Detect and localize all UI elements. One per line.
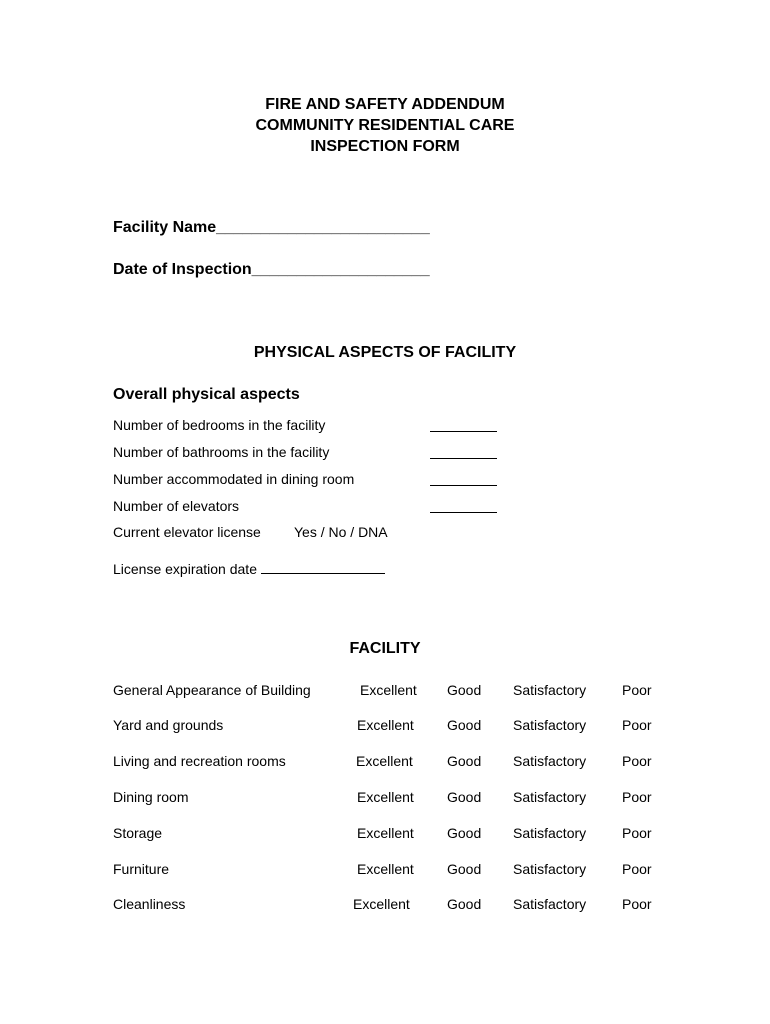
rating-option-good: Good	[447, 717, 482, 733]
title-line-3: INSPECTION FORM	[310, 138, 460, 155]
answer-blank	[430, 458, 497, 459]
rating-option-good: Good	[447, 825, 482, 841]
rating-option-good: Good	[447, 861, 482, 877]
rating-option-poor: Poor	[622, 753, 652, 769]
rating-option-good: Good	[447, 682, 482, 698]
rating-option-satisfactory: Satisfactory	[513, 682, 587, 698]
rating-item-label: Furniture	[113, 861, 170, 877]
rating-row-yard	[113, 716, 673, 734]
question-label: Number accommodated in dining room	[113, 471, 355, 487]
rating-row-dining-room	[113, 788, 673, 806]
physical-aspects-heading: PHYSICAL ASPECTS OF FACILITY	[253, 344, 517, 361]
rating-option-satisfactory: Satisfactory	[513, 717, 587, 733]
rating-item-label: Yard and grounds	[113, 717, 224, 733]
form-title	[0, 94, 770, 157]
license-expiration-row	[113, 559, 385, 577]
question-label: Number of bathrooms in the facility	[113, 444, 330, 460]
rating-option-satisfactory: Satisfactory	[513, 789, 587, 805]
rating-option-excellent: Excellent	[357, 789, 414, 805]
rating-option-poor: Poor	[622, 789, 652, 805]
date-of-inspection-field: Date of Inspection____________________	[113, 261, 430, 278]
question-row-dining-capacity	[113, 470, 613, 488]
facility-name-field: Facility Name________________________	[113, 219, 430, 236]
rating-option-satisfactory: Satisfactory	[513, 861, 587, 877]
answer-blank	[430, 512, 497, 513]
rating-option-excellent: Excellent	[357, 861, 414, 877]
rating-option-good: Good	[447, 753, 482, 769]
rating-item-label: Living and recreation rooms	[113, 753, 286, 769]
rating-option-poor: Poor	[622, 717, 652, 733]
rating-option-poor: Poor	[622, 861, 652, 877]
rating-option-excellent: Excellent	[357, 717, 414, 733]
question-label: Number of elevators	[113, 498, 240, 514]
license-options: Yes / No / DNA	[294, 524, 388, 540]
rating-option-poor: Poor	[622, 896, 652, 912]
rating-option-excellent: Excellent	[353, 896, 410, 912]
rating-option-poor: Poor	[622, 682, 652, 698]
rating-row-cleanliness	[113, 895, 673, 913]
title-line-1: FIRE AND SAFETY ADDENDUM	[265, 96, 505, 113]
rating-option-satisfactory: Satisfactory	[513, 825, 587, 841]
rating-option-good: Good	[447, 896, 482, 912]
rating-row-storage	[113, 824, 673, 842]
answer-blank	[430, 485, 497, 486]
rating-option-excellent: Excellent	[356, 753, 413, 769]
question-row-elevator-license	[113, 523, 613, 541]
question-label: Current elevator license	[113, 524, 261, 540]
rating-option-excellent: Excellent	[360, 682, 417, 698]
rating-item-label: General Appearance of Building	[113, 682, 311, 698]
rating-option-good: Good	[447, 789, 482, 805]
facility-heading: FACILITY	[349, 640, 421, 657]
rating-item-label: Dining room	[113, 789, 189, 805]
rating-item-label: Cleanliness	[113, 896, 186, 912]
rating-row-living-rooms	[113, 752, 673, 770]
rating-row-general-appearance	[113, 681, 673, 699]
rating-option-satisfactory: Satisfactory	[513, 896, 587, 912]
answer-blank	[430, 431, 497, 432]
question-row-elevators	[113, 497, 613, 515]
question-row-bathrooms	[113, 443, 613, 461]
rating-option-poor: Poor	[622, 825, 652, 841]
rating-option-excellent: Excellent	[357, 825, 414, 841]
answer-blank	[261, 559, 385, 574]
license-expiration-label: License expiration date	[113, 561, 257, 577]
rating-row-furniture	[113, 860, 673, 878]
rating-item-label: Storage	[113, 825, 163, 841]
question-row-bedrooms	[113, 416, 613, 434]
title-line-2: COMMUNITY RESIDENTIAL CARE	[255, 117, 515, 134]
overall-physical-aspects-heading: Overall physical aspects	[113, 386, 300, 403]
rating-option-satisfactory: Satisfactory	[513, 753, 587, 769]
question-label: Number of bedrooms in the facility	[113, 417, 326, 433]
